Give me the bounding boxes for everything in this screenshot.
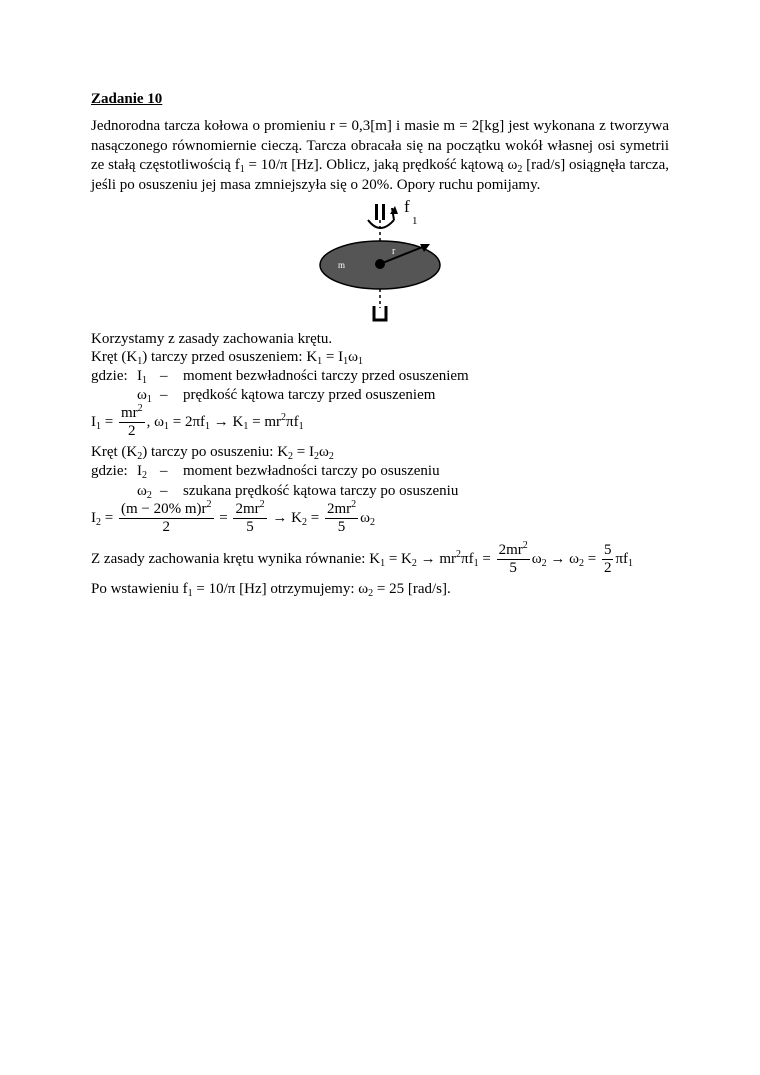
radius-label: r <box>392 246 396 257</box>
w2-symbol: $\omega_2$ <box>137 483 152 501</box>
frequency-label: f <box>404 198 410 216</box>
k1-definition: Kręt $(K_1)$ tarczy przed osuszeniem: $K_1 = I_1\omega_1$ <box>91 349 364 367</box>
w2-description: szukana prędkość kątowa tarczy po osuszeniu <box>183 483 459 499</box>
rotating-disc-figure <box>310 198 450 328</box>
dash-1: – <box>160 368 168 384</box>
problem-statement: Jednorodna tarcza kołowa o promieniu r = 0,3[m] i masie m = 2[kg] jest wykonana z tworzywa nasączonego równomiernie cieczą. Tarcza obracała się na początku wokół własnej osi symetrii ze stałą częstotliwością $f_1 = 10/\pi$ [Hz]. Oblicz, jaką prędkość kątową $\omega_2$ [rad/s] osiągnęła tarcza, jeśli po osuszeniu jej masa zmniejszyła się o 20%. Opory ruchu pomijamy. <box>91 118 669 193</box>
conservation-equation: Z zasady zachowania krętu wynika równanie: $K_1 = K_2 \to mr^2\pi f_1$ = $\frac{2mr^2}{5}$ $\omega_2 \to \omega_2$ = $\frac{5}{2}$ $\pi f_1$ <box>91 540 634 576</box>
dash-4: – <box>160 483 168 499</box>
i1-description: moment bezwładności tarczy przed osuszeniem <box>183 368 469 384</box>
gdzie-label-1: gdzie: <box>91 368 128 384</box>
w1-description: prędkość kątowa tarczy przed osuszeniem <box>183 387 436 403</box>
i2-symbol: $I_2$ <box>137 463 147 481</box>
dash-2: – <box>160 387 168 403</box>
frequency-label-sub: 1 <box>412 215 418 227</box>
equation-i1: $I_1$ = $\frac{mr^2}{2}$ , $\omega_1 = 2\pi f_1 \to K_1 = mr^2\pi f_1$ <box>91 403 304 439</box>
dash-3: – <box>160 463 168 479</box>
i1-symbol: $I_1$ <box>137 368 147 386</box>
equation-i2: $I_2$ = $\frac{(m - 20\% m)r^2}{2}$ = $\frac{2mr^2}{5}$ → $K_2$ = $\frac{2mr^2}{5}$ $\omega_2$ <box>91 499 375 535</box>
mass-label: m <box>338 260 346 270</box>
k2-definition: Kręt $(K_2)$ tarczy po osuszeniu: $K_2 = I_2\omega_2$ <box>91 444 334 462</box>
gdzie-label-2: gdzie: <box>91 463 128 479</box>
problem-title: Zadanie 10 <box>91 91 163 107</box>
solution-intro: Korzystamy z zasady zachowania krętu. <box>91 331 333 347</box>
i2-description: moment bezwładności tarczy po osuszeniu <box>183 463 440 479</box>
final-result: Po wstawieniu $f_1 = 10/\pi$ [Hz] otrzymujemy: $\omega_2 = 25$ [rad/s]. <box>91 581 451 599</box>
w1-symbol: $\omega_1$ <box>137 387 152 405</box>
